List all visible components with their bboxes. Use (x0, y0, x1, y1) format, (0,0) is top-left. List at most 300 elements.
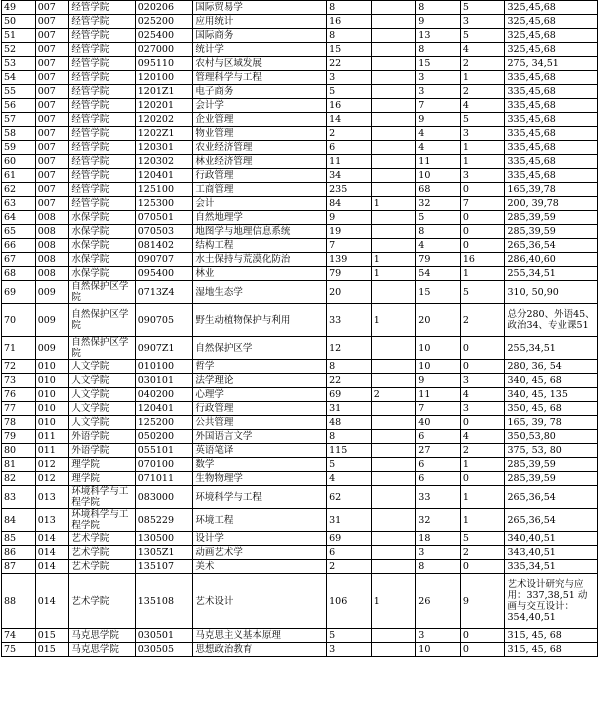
table-cell: 英语笔译 (193, 444, 327, 458)
table-cell: 5 (327, 85, 372, 99)
table-cell: 27 (416, 444, 461, 458)
table-cell: 012 (35, 472, 69, 486)
table-cell (371, 509, 416, 532)
table-cell: 9 (460, 574, 505, 629)
table-cell: 艺术学院 (69, 574, 135, 629)
table-cell: 13 (416, 29, 461, 43)
table-cell: 3 (460, 127, 505, 141)
table-cell: 007 (35, 85, 69, 99)
table-cell: 285,39,59 (505, 472, 598, 486)
table-cell: 4 (460, 99, 505, 113)
table-cell: 0 (460, 225, 505, 239)
table-cell: 50 (2, 15, 36, 29)
table-cell: 135108 (135, 574, 193, 629)
table-cell: 54 (416, 267, 461, 281)
table-row (2, 458, 598, 472)
table-cell: 马克思主义基本原理 (193, 629, 327, 643)
table-cell: 2 (460, 85, 505, 99)
table-cell: 34 (327, 169, 372, 183)
table-cell: 55 (2, 85, 36, 99)
table-cell: 1 (460, 71, 505, 85)
table-cell: 63 (2, 197, 36, 211)
table-cell: 67 (2, 253, 36, 267)
table-cell: 014 (35, 574, 69, 629)
table-cell: 007 (35, 29, 69, 43)
table-cell: 3 (327, 643, 372, 657)
table-cell: 统计学 (193, 43, 327, 57)
table-cell (371, 532, 416, 546)
table-cell: 2 (460, 304, 505, 337)
table-cell: 340, 45, 135 (505, 388, 598, 402)
table-cell: 经管学院 (69, 113, 135, 127)
table-cell: 16 (327, 15, 372, 29)
table-cell: 地图学与地理信息系统 (193, 225, 327, 239)
table-cell: 86 (2, 546, 36, 560)
table-cell: 20 (416, 304, 461, 337)
table-cell: 0 (460, 183, 505, 197)
table-cell (371, 374, 416, 388)
table-cell: 325,45,68 (505, 43, 598, 57)
table-cell: 070503 (135, 225, 193, 239)
table-cell: 9 (327, 211, 372, 225)
table-cell: 31 (327, 509, 372, 532)
table-cell: 081402 (135, 239, 193, 253)
table-cell: 经管学院 (69, 15, 135, 29)
table-cell: 4 (416, 127, 461, 141)
table-cell: 1305Z1 (135, 546, 193, 560)
table-cell: 10 (416, 169, 461, 183)
table-cell: 11 (416, 388, 461, 402)
table-cell (371, 99, 416, 113)
table-cell: 025200 (135, 15, 193, 29)
table-row (2, 643, 598, 657)
table-cell: 5 (460, 1, 505, 15)
table-cell: 8 (327, 1, 372, 15)
table-cell (371, 629, 416, 643)
table-cell: 人文学院 (69, 388, 135, 402)
table-cell: 人文学院 (69, 374, 135, 388)
table-cell: 农村与区域发展 (193, 57, 327, 71)
table-cell: 84 (327, 197, 372, 211)
table-cell: 农业经济管理 (193, 141, 327, 155)
table-cell: 经管学院 (69, 183, 135, 197)
table-cell: 120100 (135, 71, 193, 85)
table-cell: 015 (35, 629, 69, 643)
table-cell: 007 (35, 43, 69, 57)
table-cell: 经管学院 (69, 127, 135, 141)
table-cell: 115 (327, 444, 372, 458)
table-cell (371, 85, 416, 99)
table-cell: 1 (460, 458, 505, 472)
table-cell: 090705 (135, 304, 193, 337)
table-cell: 49 (2, 1, 36, 15)
table-row (2, 127, 598, 141)
table-cell: 10 (416, 643, 461, 657)
table-cell: 76 (2, 388, 36, 402)
table-cell: 艺术设计 (193, 574, 327, 629)
table-cell: 1201Z1 (135, 85, 193, 99)
table-cell: 275, 34,51 (505, 57, 598, 71)
table-cell: 010 (35, 402, 69, 416)
table-row (2, 281, 598, 304)
table-cell: 0 (460, 560, 505, 574)
table-cell: 数学 (193, 458, 327, 472)
table-cell (371, 337, 416, 360)
table-cell: 33 (327, 304, 372, 337)
table-cell: 1 (371, 197, 416, 211)
table-cell: 0713Z4 (135, 281, 193, 304)
table-cell: 090707 (135, 253, 193, 267)
table-cell: 8 (416, 1, 461, 15)
table-row (2, 574, 598, 629)
table-cell: 74 (2, 629, 36, 643)
table-cell: 325,45,68 (505, 1, 598, 15)
table-cell: 57 (2, 113, 36, 127)
table-cell: 62 (2, 183, 36, 197)
table-cell (371, 444, 416, 458)
table-cell: 335,34,51 (505, 560, 598, 574)
table-cell: 环境科学与工程学院 (69, 486, 135, 509)
table-cell: 总分280、外语45、政治34、专业课51 (505, 304, 598, 337)
table-cell: 008 (35, 253, 69, 267)
table-row (2, 239, 598, 253)
table-cell: 375, 53, 80 (505, 444, 598, 458)
table-cell: 54 (2, 71, 36, 85)
table-cell: 物业管理 (193, 127, 327, 141)
table-cell (371, 281, 416, 304)
table-cell: 095400 (135, 267, 193, 281)
table-cell: 120201 (135, 99, 193, 113)
table-cell: 82 (2, 472, 36, 486)
table-row (2, 416, 598, 430)
table-cell: 280, 36, 54 (505, 360, 598, 374)
table-cell: 120202 (135, 113, 193, 127)
table-cell: 10 (416, 360, 461, 374)
table-row (2, 155, 598, 169)
table-cell: 15 (416, 57, 461, 71)
table-cell: 7 (460, 197, 505, 211)
table-cell: 050200 (135, 430, 193, 444)
table-cell: 255,34,51 (505, 337, 598, 360)
table-cell: 335,45,68 (505, 155, 598, 169)
table-cell: 5 (460, 532, 505, 546)
table-cell: 75 (2, 643, 36, 657)
table-cell: 4 (460, 388, 505, 402)
table-row (2, 360, 598, 374)
table-cell: 哲学 (193, 360, 327, 374)
table-cell: 12 (327, 337, 372, 360)
table-cell: 环境工程 (193, 509, 327, 532)
table-cell: 18 (416, 532, 461, 546)
table-cell: 22 (327, 374, 372, 388)
table-cell: 80 (2, 444, 36, 458)
table-cell: 009 (35, 304, 69, 337)
table-row (2, 430, 598, 444)
table-body (2, 1, 598, 657)
table-row (2, 183, 598, 197)
table-cell: 1 (371, 253, 416, 267)
table-cell: 310, 50,90 (505, 281, 598, 304)
table-cell: 014 (35, 560, 69, 574)
table-cell: 人文学院 (69, 402, 135, 416)
table-row (2, 388, 598, 402)
table-row (2, 472, 598, 486)
table-cell: 3 (416, 629, 461, 643)
table-cell: 285,39,59 (505, 225, 598, 239)
table-cell: 007 (35, 113, 69, 127)
table-cell: 79 (416, 253, 461, 267)
table-cell (371, 57, 416, 71)
table-cell: 3 (327, 71, 372, 85)
table-cell: 009 (35, 337, 69, 360)
table-cell (371, 402, 416, 416)
table-cell: 106 (327, 574, 372, 629)
table-cell: 62 (327, 486, 372, 509)
table-row (2, 141, 598, 155)
table-cell: 84 (2, 509, 36, 532)
table-row (2, 225, 598, 239)
table-cell (371, 43, 416, 57)
table-cell: 235 (327, 183, 372, 197)
table-cell: 66 (2, 239, 36, 253)
table-row (2, 211, 598, 225)
table-cell: 135107 (135, 560, 193, 574)
table-cell: 69 (327, 388, 372, 402)
table-cell: 水保学院 (69, 225, 135, 239)
table-cell: 65 (2, 225, 36, 239)
table-cell (371, 643, 416, 657)
table-cell: 8 (327, 29, 372, 43)
table-cell: 0 (460, 239, 505, 253)
table-cell: 1 (371, 304, 416, 337)
table-cell: 285,39,59 (505, 458, 598, 472)
table-cell: 经管学院 (69, 197, 135, 211)
table-cell: 自然保护区学 (193, 337, 327, 360)
table-cell: 经管学院 (69, 141, 135, 155)
table-cell: 水保学院 (69, 267, 135, 281)
table-cell: 艺术学院 (69, 546, 135, 560)
table-cell: 139 (327, 253, 372, 267)
table-cell: 285,39,59 (505, 211, 598, 225)
table-cell: 51 (2, 29, 36, 43)
table-cell: 15 (416, 281, 461, 304)
table-cell: 14 (327, 113, 372, 127)
table-cell: 64 (2, 211, 36, 225)
table-cell: 008 (35, 211, 69, 225)
table-cell: 008 (35, 225, 69, 239)
table-cell (371, 211, 416, 225)
table-cell: 会计学 (193, 99, 327, 113)
table-cell (371, 169, 416, 183)
table-row (2, 304, 598, 337)
table-cell: 国际商务 (193, 29, 327, 43)
table-row (2, 629, 598, 643)
table-cell: 083000 (135, 486, 193, 509)
table-cell: 343,40,51 (505, 546, 598, 560)
table-cell (371, 560, 416, 574)
table-cell: 自然保护区学院 (69, 281, 135, 304)
table-cell: 1 (460, 267, 505, 281)
table-cell (371, 29, 416, 43)
table-cell: 8 (416, 560, 461, 574)
table-cell: 33 (416, 486, 461, 509)
table-cell: 3 (460, 169, 505, 183)
table-cell: 理学院 (69, 458, 135, 472)
table-cell: 3 (416, 546, 461, 560)
table-cell: 人文学院 (69, 416, 135, 430)
table-cell: 025400 (135, 29, 193, 43)
table-row (2, 15, 598, 29)
table-cell: 6 (327, 141, 372, 155)
table-cell: 15 (327, 43, 372, 57)
table-cell: 010 (35, 374, 69, 388)
table-cell: 8 (327, 360, 372, 374)
table-cell: 027000 (135, 43, 193, 57)
table-cell: 法学理论 (193, 374, 327, 388)
table-cell: 水土保持与荒漠化防治 (193, 253, 327, 267)
table-cell: 19 (327, 225, 372, 239)
table-cell: 69 (327, 532, 372, 546)
table-cell: 85 (2, 532, 36, 546)
table-cell: 88 (2, 574, 36, 629)
table-cell: 2 (460, 444, 505, 458)
table-cell: 265,36,54 (505, 239, 598, 253)
table-cell: 055101 (135, 444, 193, 458)
table-cell: 野生动植物保护与利用 (193, 304, 327, 337)
table-cell: 环境科学与工程学院 (69, 509, 135, 532)
table-cell: 人文学院 (69, 360, 135, 374)
table-cell: 255,34,51 (505, 267, 598, 281)
table-cell: 011 (35, 444, 69, 458)
table-cell: 40 (416, 416, 461, 430)
table-cell: 125300 (135, 197, 193, 211)
table-cell: 095110 (135, 57, 193, 71)
table-cell: 5 (416, 211, 461, 225)
table-cell: 120401 (135, 169, 193, 183)
table-cell: 结构工程 (193, 239, 327, 253)
table-cell: 286,40,60 (505, 253, 598, 267)
table-cell: 007 (35, 169, 69, 183)
table-cell: 81 (2, 458, 36, 472)
table-cell: 265,36,54 (505, 486, 598, 509)
table-cell: 61 (2, 169, 36, 183)
table-cell: 26 (416, 574, 461, 629)
table-cell: 120301 (135, 141, 193, 155)
table-cell: 0 (460, 416, 505, 430)
table-row (2, 197, 598, 211)
table-cell: 77 (2, 402, 36, 416)
table-cell: 生物物理学 (193, 472, 327, 486)
table-cell: 0 (460, 337, 505, 360)
table-cell (371, 113, 416, 127)
table-cell (371, 546, 416, 560)
table-row (2, 560, 598, 574)
table-cell: 315, 45, 68 (505, 629, 598, 643)
table-cell: 125200 (135, 416, 193, 430)
table-cell: 48 (327, 416, 372, 430)
table-cell: 6 (416, 430, 461, 444)
table-cell: 0 (460, 629, 505, 643)
table-cell: 78 (2, 416, 36, 430)
table-row (2, 113, 598, 127)
table-cell: 4 (416, 239, 461, 253)
table-cell: 32 (416, 509, 461, 532)
table-cell: 335,45,68 (505, 169, 598, 183)
table-cell: 22 (327, 57, 372, 71)
table-cell: 56 (2, 99, 36, 113)
table-row (2, 43, 598, 57)
table-cell: 3 (460, 402, 505, 416)
table-cell: 艺术设计研究与应用：337,38,51 动画与交互设计：354,40,51 (505, 574, 598, 629)
table-cell: 经管学院 (69, 155, 135, 169)
table-cell (371, 127, 416, 141)
table-cell: 5 (327, 458, 372, 472)
table-cell: 经管学院 (69, 169, 135, 183)
table-cell: 行政管理 (193, 402, 327, 416)
table-cell: 335,45,68 (505, 127, 598, 141)
table-cell: 1 (371, 574, 416, 629)
table-cell: 6 (327, 546, 372, 560)
table-cell: 130500 (135, 532, 193, 546)
table-cell (371, 360, 416, 374)
table-cell: 013 (35, 509, 69, 532)
table-cell: 1 (371, 267, 416, 281)
table-cell: 动画艺术学 (193, 546, 327, 560)
table-cell: 007 (35, 57, 69, 71)
table-cell: 水保学院 (69, 211, 135, 225)
table-cell: 经管学院 (69, 29, 135, 43)
table-cell: 010 (35, 388, 69, 402)
table-cell: 79 (2, 430, 36, 444)
table-cell: 艺术学院 (69, 560, 135, 574)
table-cell: 美术 (193, 560, 327, 574)
table-cell: 165,39,78 (505, 183, 598, 197)
table-cell: 007 (35, 183, 69, 197)
table-cell: 经管学院 (69, 99, 135, 113)
table-cell: 16 (327, 99, 372, 113)
table-cell: 心理学 (193, 388, 327, 402)
table-cell: 120302 (135, 155, 193, 169)
table-cell: 管理科学与工程 (193, 71, 327, 85)
table-cell: 马克思学院 (69, 643, 135, 657)
table-cell: 1 (460, 509, 505, 532)
table-cell: 国际贸易学 (193, 1, 327, 15)
table-row (2, 99, 598, 113)
table-cell: 070100 (135, 458, 193, 472)
table-row (2, 486, 598, 509)
table-cell: 20 (327, 281, 372, 304)
table-cell: 林业经济管理 (193, 155, 327, 169)
table-cell: 71 (2, 337, 36, 360)
table-cell: 325,45,68 (505, 29, 598, 43)
table-row (2, 253, 598, 267)
table-cell: 自然保护区学院 (69, 337, 135, 360)
table-cell: 52 (2, 43, 36, 57)
table-cell: 林业 (193, 267, 327, 281)
table-cell: 9 (416, 15, 461, 29)
table-cell: 007 (35, 71, 69, 85)
table-cell: 58 (2, 127, 36, 141)
table-cell: 8 (416, 225, 461, 239)
table-cell: 125100 (135, 183, 193, 197)
table-cell: 071011 (135, 472, 193, 486)
table-cell: 7 (416, 402, 461, 416)
table-row (2, 532, 598, 546)
table-cell: 31 (327, 402, 372, 416)
table-cell: 87 (2, 560, 36, 574)
table-cell: 11 (416, 155, 461, 169)
table-cell: 艺术学院 (69, 532, 135, 546)
